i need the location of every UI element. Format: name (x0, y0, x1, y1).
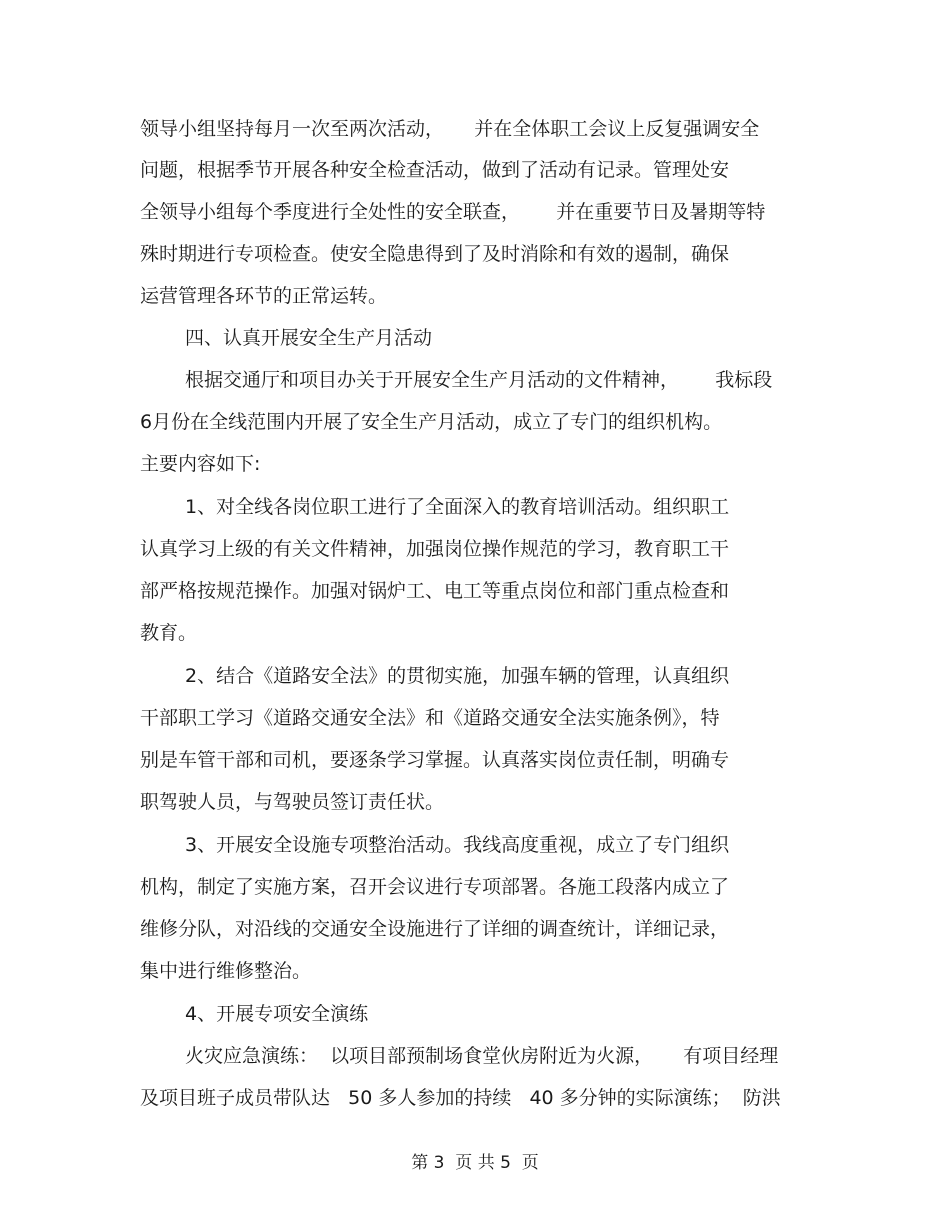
paragraph-line: 部严格按规范操作。加强对锅炉工、电工等重点岗位和部门重点检查和 (140, 580, 730, 602)
paragraph-line: 殊时期进行专项检查。使安全隐患得到了及时消除和有效的遏制，确保 (140, 243, 730, 265)
paragraph-line: 根据交通厅和项目办关于开展安全生产月活动的文件精神， 我标段 (185, 369, 773, 391)
paragraph-line: 职驾驶人员，与驾驶员签订责任状。 (140, 791, 445, 813)
paragraph-line: 运营管理各环节的正常运转。 (140, 285, 388, 307)
paragraph-line: 集中进行维修整治。 (140, 960, 312, 982)
paragraph-line: 领导小组坚持每月一次至两次活动， 并在全体职工会议上反复强调安全 (140, 118, 760, 140)
paragraph-line: 维修分队，对沿线的交通安全设施进行了详细的调查统计，详细记录， (140, 918, 730, 940)
paragraph-line: 问题，根据季节开展各种安全检查活动，做到了活动有记录。管理处安 (140, 159, 730, 181)
section-heading: 四、认真开展安全生产月活动 (185, 327, 433, 349)
paragraph-line: 及项目班子成员带队达 50 多人参加的持续 40 多分钟的实际演练； 防洪 (140, 1087, 781, 1109)
paragraph-line: 认真学习上级的有关文件精神，加强岗位操作规范的学习，教育职工干 (140, 538, 730, 560)
paragraph-line: 4、开展专项安全演练 (185, 1003, 369, 1025)
paragraph-line: 教育。 (140, 622, 198, 644)
paragraph-line: 机构，制定了实施方案，召开会议进行专项部署。各施工段落内成立了 (140, 876, 730, 898)
paragraph-line: 6月份在全线范围内开展了安全生产月活动，成立了专门的组织机构。 (140, 411, 723, 433)
page-number-footer: 第 3 页 共 5 页 (411, 1153, 539, 1173)
paragraph-line: 1、对全线各岗位职工进行了全面深入的教育培训活动。组织职工 (185, 496, 730, 518)
paragraph-line: 主要内容如下: (140, 453, 261, 475)
paragraph-line: 全领导小组每个季度进行全处性的安全联查， 并在重要节日及暑期等特 (140, 201, 766, 223)
paragraph-line: 别是车管干部和司机，要逐条学习掌握。认真落实岗位责任制，明确专 (140, 749, 730, 771)
paragraph-line: 2、结合《道路安全法》的贯彻实施，加强车辆的管理，认真组织 (185, 665, 730, 687)
paragraph-line: 干部职工学习《道路交通安全法》和《道路交通安全法实施条例》，特 (140, 707, 720, 729)
paragraph-line: 火灾应急演练： 以项目部预制场食堂伙房附近为火源， 有项目经理 (185, 1045, 779, 1067)
paragraph-line: 3、开展安全设施专项整治活动。我线高度重视，成立了专门组织 (185, 834, 730, 856)
